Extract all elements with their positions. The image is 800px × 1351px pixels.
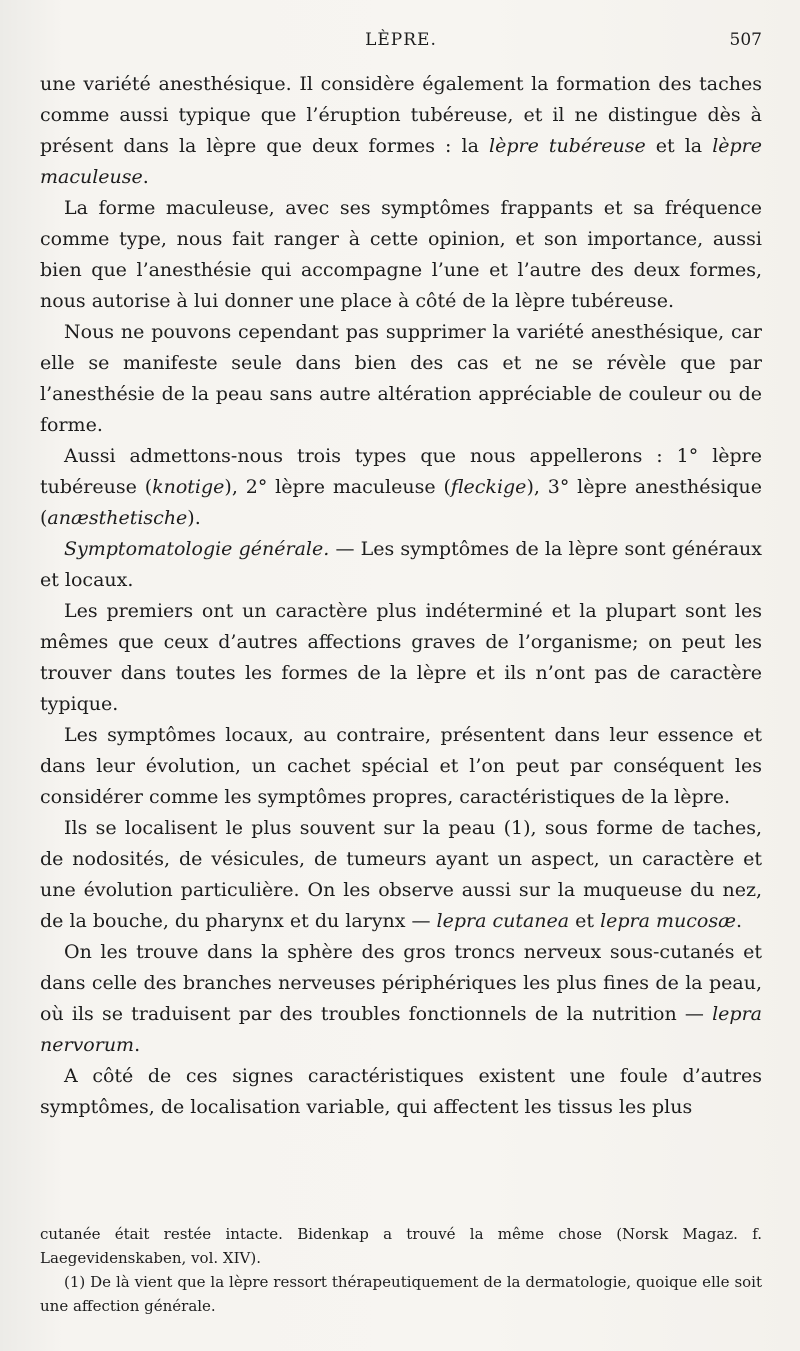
text-run: A côté de ces signes caractéristiques existent une foule d’autres symptômes, de localisation variable, qui affectent les tissus les plus — [40, 1065, 762, 1118]
body-text — [40, 69, 762, 1123]
paragraph — [40, 441, 762, 534]
paragraph — [40, 69, 762, 193]
page-number: 507 — [729, 30, 762, 50]
running-header — [40, 30, 762, 56]
paragraph — [40, 937, 762, 1061]
italic-text: fleckige — [450, 476, 527, 498]
text-run: et la — [645, 135, 713, 157]
italic-text: lepra cutanea — [436, 910, 570, 932]
italic-text: lepra nervorum — [40, 1003, 762, 1056]
text-run: Nous ne pouvons cependant pas supprimer la variété anesthésique, car elle se manifeste seule dans bien des cas et ne se révèle que par l’anesthésie de la peau sans autre altération appréciable de couleur ou de forme. — [40, 321, 762, 436]
paragraph — [40, 1061, 762, 1123]
paragraph — [40, 720, 762, 813]
text-run: ), 2° lèpre maculeuse ( — [224, 476, 451, 498]
footnote-1: (1) De là vient que la lèpre ressort thérapeutiquement de la dermatologie, quoique elle soit une affection générale. — [40, 1273, 762, 1315]
paragraph — [40, 193, 762, 317]
text-run: . — [142, 166, 149, 188]
running-title: LÈPRE. — [365, 30, 437, 50]
italic-text: lèpre maculeuse — [40, 135, 763, 188]
text-run: Les symptômes locaux, au contraire, présentent dans leur essence et dans leur évolution, un cachet spécial et l’on peut par conséquent les considérer comme les symptômes propres, caractéristiques de la lèpre. — [40, 724, 762, 808]
paragraph — [40, 534, 762, 596]
italic-text: Symptomatologie générale. — [64, 538, 330, 560]
paragraph — [40, 813, 762, 937]
text-run: Ils se localisent le plus souvent sur la peau (1), sous forme de taches, de nodosités, de vésicules, de tumeurs ayant un aspect, un caractère et une évolution particulière. On les observe aussi sur la muqueuse du nez, de la bouche, du pharynx et du larynx — — [40, 817, 762, 932]
text-run: Les premiers ont un caractère plus indéterminé et la plupart sont les mêmes que ceux d’autres affections graves de l’organisme; on peut les trouver dans toutes les formes de la lèpre et ils n’ont pas de caractère typique. — [40, 600, 762, 715]
text-run: On les trouve dans la sphère des gros troncs nerveux sous-cutanés et dans celle des branches nerveuses périphériques les plus fines de la peau, où ils se traduisent par des troubles fonctionnels de la nutrition — — [40, 941, 762, 1025]
text-run: — Les symptômes de la lèpre sont généraux et locaux. — [40, 538, 762, 591]
text-run: une variété anesthésique. Il considère également la formation des taches comme aussi typique que l’éruption tubéreuse, et il ne distingue dès à présent dans la lèpre que deux formes : la — [40, 73, 762, 157]
italic-text: anæsthetische — [47, 507, 188, 529]
italic-text: lepra mucosæ — [600, 910, 736, 932]
text-run: . — [735, 910, 743, 932]
paragraph — [40, 596, 762, 720]
italic-text: knotige — [152, 476, 225, 498]
footnotes — [40, 1222, 762, 1318]
paragraph — [40, 317, 762, 441]
text-run: La forme maculeuse, avec ses symptômes frappants et sa fréquence comme type, nous fait ranger à cette opinion, et son importance, aussi bien que l’anesthésie qui accompagne l’une et l’autre des deux formes, nous autorise à lui donner une place à côté de la lèpre tubéreuse. — [40, 197, 762, 312]
text-run: Aussi admettons-nous trois types que nous appellerons : 1° lèpre tubéreuse ( — [40, 445, 762, 498]
text-run: et — [569, 910, 601, 932]
text-run: ). — [187, 507, 201, 529]
text-run: ), 3° lèpre anesthésique ( — [40, 476, 762, 529]
italic-text: lèpre tubéreuse — [489, 135, 646, 157]
text-run: . — [134, 1034, 141, 1056]
footnote-continuation: cutanée était restée intacte. Bidenkap a trouvé la même chose (Norsk Magaz. f. Laegevidenskaben, vol. XIV). — [40, 1225, 762, 1267]
